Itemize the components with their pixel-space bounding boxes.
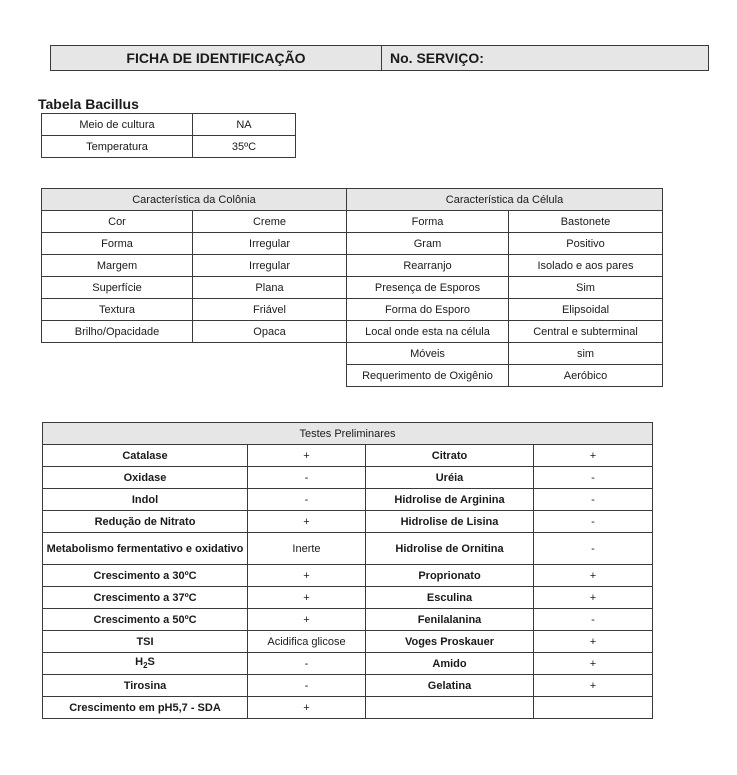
table-row — [43, 631, 653, 653]
test-name: Uréia — [366, 467, 534, 489]
table-row — [42, 211, 347, 233]
table-row — [43, 445, 653, 467]
table-row — [43, 511, 653, 533]
table-row — [347, 211, 663, 233]
cell-label: Rearranjo — [347, 255, 509, 277]
table-row — [347, 321, 663, 343]
test-name: Metabolismo fermentativo e oxidativo — [43, 533, 248, 565]
colony-label: Brilho/Opacidade — [42, 321, 193, 343]
colony-value: Irregular — [193, 255, 347, 277]
table-row — [42, 114, 296, 136]
table-row — [42, 277, 347, 299]
h2s-subscript: 2 — [143, 661, 148, 671]
test-result: + — [534, 631, 653, 653]
test-name: Hidrolise de Lisina — [366, 511, 534, 533]
test-result: - — [248, 489, 366, 511]
table-row — [347, 255, 663, 277]
table-row — [42, 233, 347, 255]
table-row — [43, 565, 653, 587]
cell-characteristics-table — [346, 188, 663, 387]
cell-label: Requerimento de Oxigênio — [347, 365, 509, 387]
test-name: Gelatina — [366, 675, 534, 697]
cell-table-title: Característica da Célula — [347, 189, 663, 211]
test-name: TSI — [43, 631, 248, 653]
test-result: - — [534, 609, 653, 631]
colony-label: Textura — [42, 299, 193, 321]
table-row — [43, 489, 653, 511]
colony-label: Margem — [42, 255, 193, 277]
table-row — [43, 653, 653, 675]
table-row — [43, 609, 653, 631]
cell-value: Bastonete — [509, 211, 663, 233]
test-result: + — [248, 587, 366, 609]
colony-label: Cor — [42, 211, 193, 233]
table-row — [43, 533, 653, 565]
test-result: + — [248, 565, 366, 587]
test-result: Acidifica glicose — [248, 631, 366, 653]
test-result: + — [248, 511, 366, 533]
culture-conditions-table — [41, 113, 296, 158]
test-result: + — [534, 653, 653, 675]
test-name: Catalase — [43, 445, 248, 467]
table-row — [43, 467, 653, 489]
colony-value: Irregular — [193, 233, 347, 255]
test-result: - — [248, 675, 366, 697]
test-name: Hidrolise de Arginina — [366, 489, 534, 511]
test-result: - — [534, 467, 653, 489]
test-result: + — [248, 697, 366, 719]
preliminary-tests-table — [42, 422, 653, 719]
colony-value: Creme — [193, 211, 347, 233]
table-row — [43, 697, 653, 719]
cell-label: Móveis — [347, 343, 509, 365]
test-name: Hidrolise de Ornitina — [366, 533, 534, 565]
test-name — [366, 697, 534, 719]
test-name: Fenilalanina — [366, 609, 534, 631]
table-row — [347, 233, 663, 255]
colony-table-title: Característica da Colônia — [42, 189, 347, 211]
test-result: + — [248, 609, 366, 631]
cell-value: sim — [509, 343, 663, 365]
test-result: - — [534, 511, 653, 533]
table-row — [347, 299, 663, 321]
test-name: Amido — [366, 653, 534, 675]
colony-label: Forma — [42, 233, 193, 255]
cell-label: Gram — [347, 233, 509, 255]
test-name — [43, 653, 248, 675]
test-name: Crescimento a 30ºC — [43, 565, 248, 587]
cell-value: Isolado e aos pares — [509, 255, 663, 277]
cell-value: Aeróbico — [509, 365, 663, 387]
table-row — [347, 365, 663, 387]
table-row — [42, 321, 347, 343]
test-result: + — [534, 445, 653, 467]
test-result: - — [248, 467, 366, 489]
header-table — [50, 45, 709, 71]
test-result: - — [534, 533, 653, 565]
cell-label: Forma do Esporo — [347, 299, 509, 321]
test-name: Crescimento a 50ºC — [43, 609, 248, 631]
test-name: Proprionato — [366, 565, 534, 587]
table-row — [42, 136, 296, 158]
cell-label: Forma — [347, 211, 509, 233]
test-name: Oxidase — [43, 467, 248, 489]
tests-table-title: Testes Preliminares — [43, 423, 653, 445]
service-number-label: No. SERVIÇO: — [382, 46, 709, 71]
test-result: - — [534, 489, 653, 511]
table-row — [347, 343, 663, 365]
cell-value: Elipsoidal — [509, 299, 663, 321]
colony-value: Opaca — [193, 321, 347, 343]
table-row — [43, 675, 653, 697]
cell-label: Local onde esta na célula — [347, 321, 509, 343]
test-name: Citrato — [366, 445, 534, 467]
h2s-tail: S — [147, 656, 155, 669]
table-row — [42, 255, 347, 277]
test-name: Crescimento a 37ºC — [43, 587, 248, 609]
h2s-main: H — [135, 656, 144, 669]
cell-value: Sim — [509, 277, 663, 299]
temperature-label: Temperatura — [42, 136, 193, 158]
table-row — [42, 299, 347, 321]
test-result: - — [248, 653, 366, 675]
table-row — [347, 277, 663, 299]
bacillus-table-title: Tabela Bacillus — [38, 96, 139, 112]
test-name: Voges Proskauer — [366, 631, 534, 653]
test-name: Esculina — [366, 587, 534, 609]
table-row — [43, 587, 653, 609]
test-name: Crescimento em pH5,7 - SDA — [43, 697, 248, 719]
test-result: + — [534, 565, 653, 587]
culture-medium-label: Meio de cultura — [42, 114, 193, 136]
test-result: + — [534, 675, 653, 697]
test-result: + — [248, 445, 366, 467]
culture-medium-value: NA — [193, 114, 296, 136]
colony-characteristics-table — [41, 188, 347, 343]
test-result — [534, 697, 653, 719]
cell-value: Central e subterminal — [509, 321, 663, 343]
test-name: Tirosina — [43, 675, 248, 697]
test-result: + — [534, 587, 653, 609]
test-name: Indol — [43, 489, 248, 511]
cell-value: Positivo — [509, 233, 663, 255]
colony-value: Plana — [193, 277, 347, 299]
test-result: Inerte — [248, 533, 366, 565]
form-title: FICHA DE IDENTIFICAÇÃO — [51, 46, 382, 71]
colony-value: Friável — [193, 299, 347, 321]
colony-label: Superfície — [42, 277, 193, 299]
test-name: Redução de Nitrato — [43, 511, 248, 533]
cell-label: Presença de Esporos — [347, 277, 509, 299]
temperature-value: 35ºC — [193, 136, 296, 158]
